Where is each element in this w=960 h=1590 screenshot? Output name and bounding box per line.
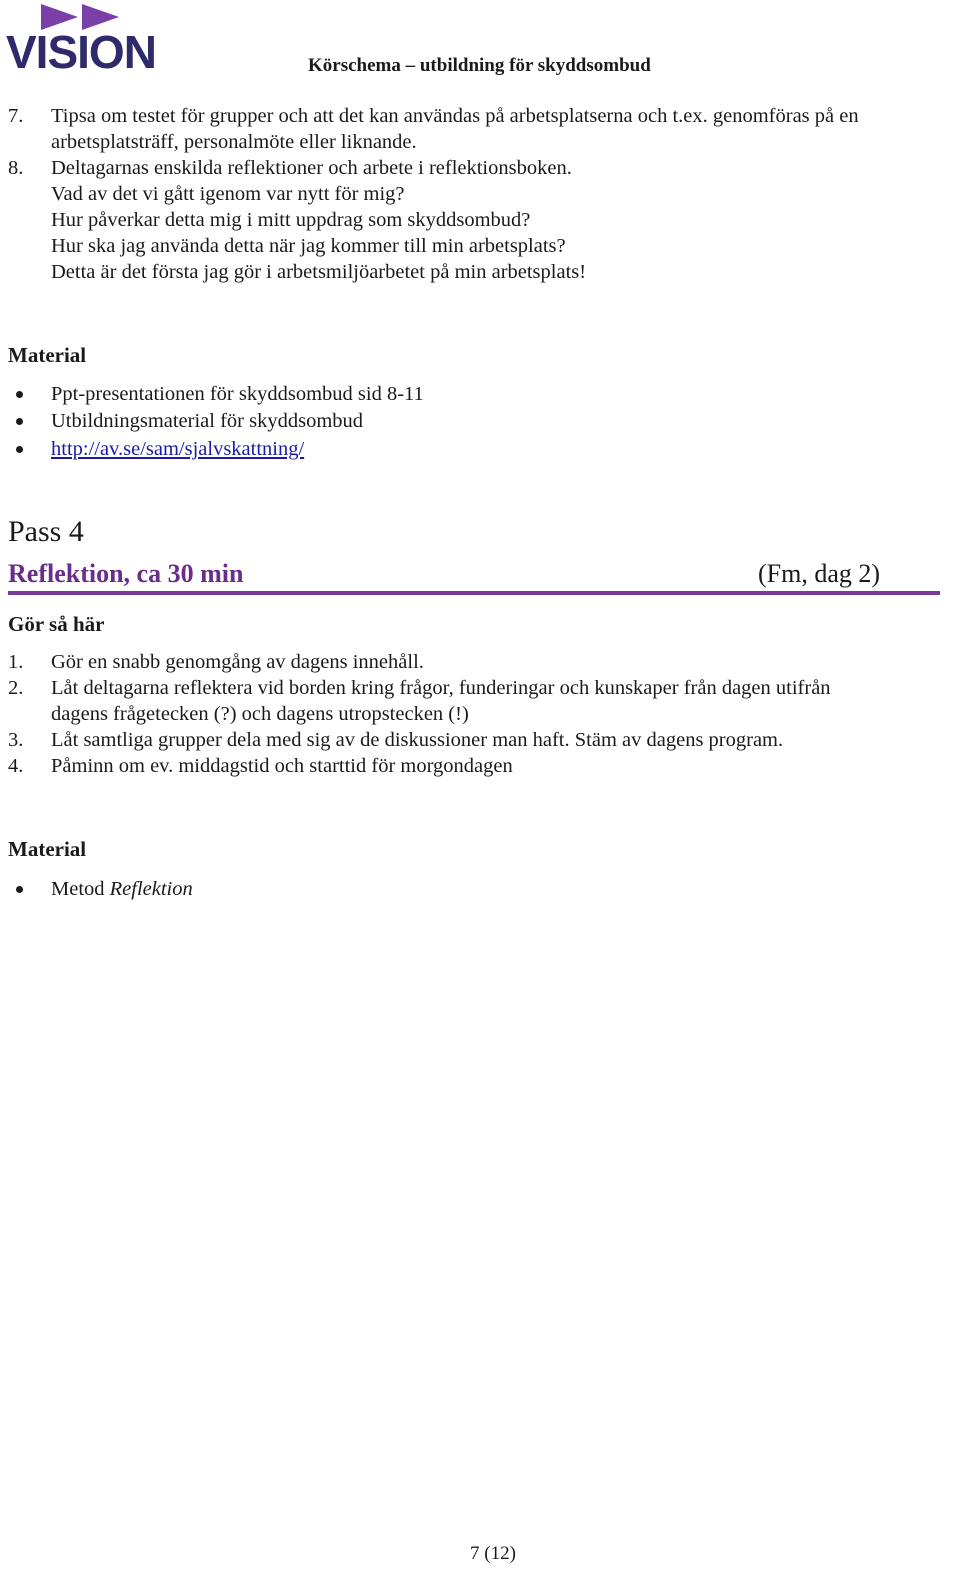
list-number: 1.	[8, 651, 24, 673]
document-header-title: Körschema – utbildning för skyddsombud	[308, 55, 651, 76]
svg-text:VISION: VISION	[6, 26, 156, 72]
list-number: 3.	[8, 729, 24, 751]
list-item-text: Vad av det vi gått igenom var nytt för mig?	[51, 183, 405, 205]
instruction-text: Låt samtliga grupper dela med sig av de diskussioner man haft. Stäm av dagens program.	[51, 729, 784, 751]
list-item-text: Tipsa om testet för grupper och att det kan användas på arbetsplatserna och t.ex. genomföras på en	[51, 105, 859, 127]
list-item-text: Hur påverkar detta mig i mitt uppdrag som skyddsombud?	[51, 209, 531, 231]
pass-subtitle: Reflektion, ca 30 min	[8, 559, 244, 588]
instruction-text: Låt deltagarna reflektera vid borden kring frågor, funderingar och kunskaper från dagen utifrån	[51, 677, 831, 699]
vision-logo	[6, 2, 166, 72]
list-number: 8.	[8, 157, 24, 179]
page-number: 7 (12)	[470, 1543, 516, 1564]
bullet-icon	[16, 391, 23, 398]
material-item-prefix: Metod	[51, 878, 105, 900]
list-number: 2.	[8, 677, 24, 699]
bullet-icon	[16, 886, 23, 893]
self-assessment-link[interactable]: http://av.se/sam/sjalvskattning/	[51, 438, 305, 460]
vision-logo-graphic	[6, 2, 166, 72]
material-item-emphasis: Reflektion	[109, 878, 193, 900]
section-divider	[8, 591, 940, 595]
material-item: Ppt-presentationen för skyddsombud sid 8-11	[51, 383, 424, 405]
instruction-text: Påminn om ev. middagstid och starttid för morgondagen	[51, 755, 513, 777]
list-number: 4.	[8, 755, 24, 777]
material-item: Utbildningsmaterial för skyddsombud	[51, 410, 364, 432]
list-item-text: Hur ska jag använda detta när jag kommer till min arbetsplats?	[51, 235, 566, 257]
pass-session: (Fm, dag 2)	[758, 559, 881, 588]
material-item	[51, 876, 193, 902]
instruction-text: Gör en snabb genomgång av dagens innehåll.	[51, 651, 424, 673]
material-heading: Material	[8, 343, 87, 367]
pass-title: Pass 4	[8, 515, 84, 548]
material-heading: Material	[8, 837, 87, 861]
instructions-heading: Gör så här	[8, 612, 105, 636]
list-item-text: Detta är det första jag gör i arbetsmiljöarbetet på min arbetsplats!	[51, 261, 587, 283]
bullet-icon	[16, 446, 23, 453]
bullet-icon	[16, 418, 23, 425]
instruction-text: dagens frågetecken (?) och dagens utropstecken (!)	[51, 703, 469, 725]
list-item-text: arbetsplatsträff, personalmöte eller liknande.	[51, 131, 417, 153]
list-number: 7.	[8, 105, 24, 127]
list-item-text: Deltagarnas enskilda reflektioner och arbete i reflektionsboken.	[51, 157, 572, 179]
